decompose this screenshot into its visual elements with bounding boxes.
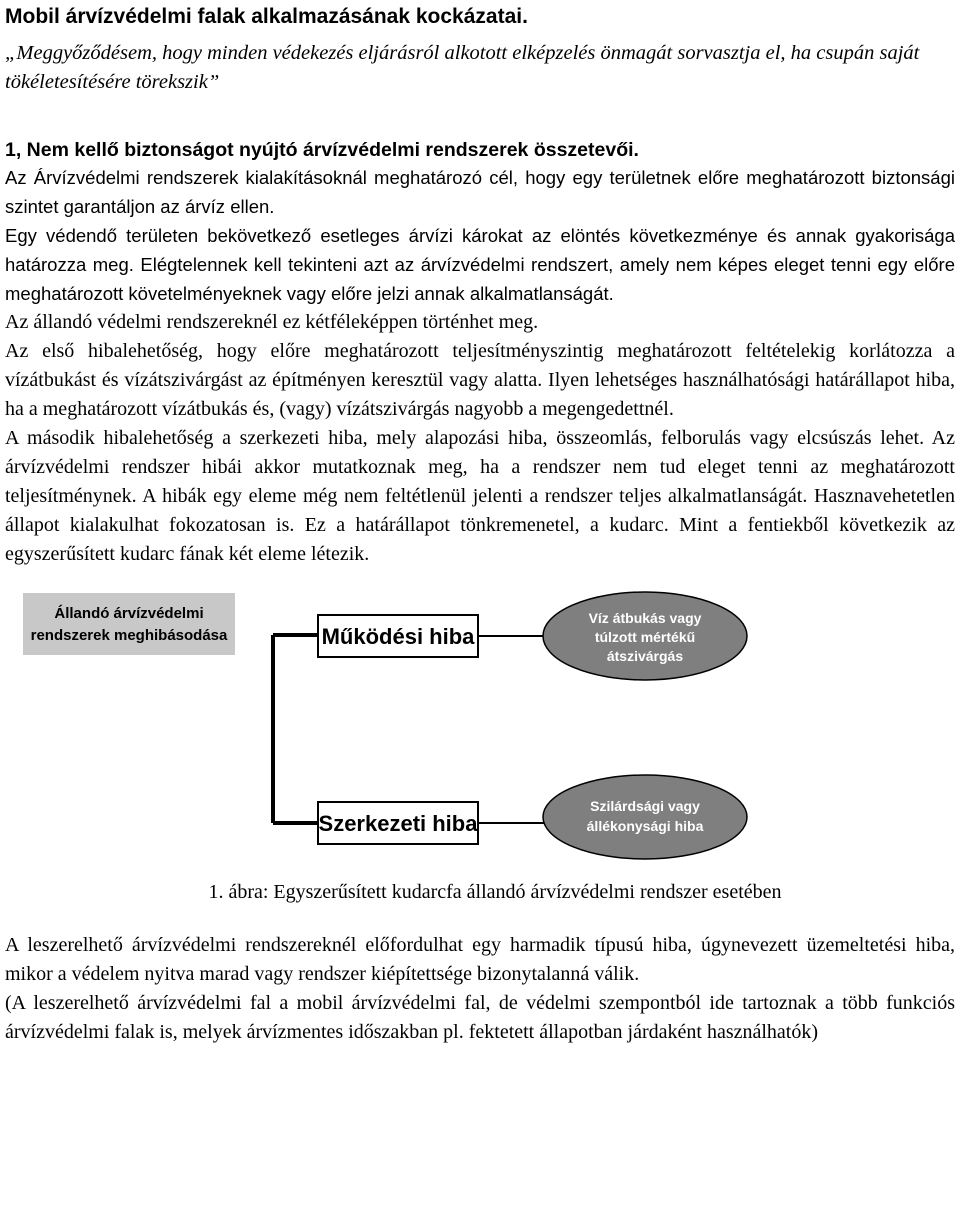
document-title: Mobil árvízvédelmi falak alkalmazásának kockázatai. xyxy=(5,5,528,28)
strength-stability-ellipse xyxy=(543,775,747,859)
root-node-line-1: Állandó árvízvédelmi xyxy=(54,605,204,622)
ellipse-top-line-1: Víz átbukás vagy xyxy=(588,610,702,626)
fault-tree-diagram xyxy=(5,585,955,865)
structural-failure-label: Szerkezeti hiba xyxy=(318,811,478,836)
paragraph-1: Az Árvízvédelmi rendszerek kialakításoknál meghatározó cél, hogy egy területnek előre meghatározott biztonsági szintet garantáljon az árvíz ellen. xyxy=(5,167,955,217)
ellipse-bottom-line-1: Szilárdsági vagy xyxy=(590,798,700,814)
ellipse-top-line-3: átszivárgás xyxy=(606,648,684,664)
root-node-box xyxy=(23,593,235,655)
document-page xyxy=(5,0,955,1047)
epigraph-quote: „Meggyőződésem, hogy minden védekezés eljárásról alkotott elképzelés önmagát sorvasztja el, ha csupán saját tökéletesítésére törekszik” xyxy=(5,42,920,93)
paragraph-3: Az állandó védelmi rendszereknél ez kétféleképpen történhet meg. xyxy=(5,311,539,333)
paragraph-5: A második hibalehetőség a szerkezeti hiba, mely alapozási hiba, összeomlás, felborulás vagy elcsúszás lehet. Az árvízvédelmi rendszer hibái akkor mutatkoznak meg, ha a rendszer nem tud eleget tenni az meghatározott teljesítménynek. A hibák egy eleme még nem feltétlenül jelenti a rendszer teljes alkalmatlanságát. Hasznavehetetlen állapot kialakulhat fokozatosan is. Ez a határállapot tönkremenetel, a kudarc. Mint a fentiekből következik az egyszerűsített kudarc fának két eleme létezik. xyxy=(5,427,955,565)
section-heading: 1, Nem kellő biztonságot nyújtó árvízvédelmi rendszerek összetevői. xyxy=(5,139,639,161)
paragraph-4: Az első hibalehetőség, hogy előre meghatározott teljesítményszintig meghatározott feltételekig korlátozza a vízátbukást és vízátszivárgást az építményen keresztül vagy alatta. Ilyen lehetséges használhatósági határállapot hiba, ha a meghatározott vízátbukás és, (vagy) vízátszivárgás nagyobb a megengedettnél. xyxy=(5,340,955,420)
operational-failure-label: Működési hiba xyxy=(321,624,475,649)
paragraph-7: (A leszerelhető árvízvédelmi fal a mobil árvízvédelmi fal, de védelmi szempontból ide tartoznak a több funkciós árvízvédelmi falak is, melyek árvízmentes időszakban pl. fektetett állapotban járdaként használhatók) xyxy=(5,992,955,1043)
ellipse-bottom-line-2: állékonysági hiba xyxy=(586,818,704,834)
paragraph-6: A leszerelhető árvízvédelmi rendszereknél előfordulhat egy harmadik típusú hiba, úgynevezett üzemeltetési hiba, mikor a védelem nyitva marad vagy rendszer kiépítettsége bizonytalanná válik. xyxy=(5,934,955,985)
ellipse-top-line-2: túlzott mértékű xyxy=(594,629,696,645)
lower-text xyxy=(5,931,955,1047)
fault-tree-figure xyxy=(5,585,955,865)
paragraph-2: Egy védendő területen bekövetkező esetleges árvízi károkat az elöntés következménye és annak gyakorisága határozza meg. Elégtelennek kell tekinteni azt az árvízvédelmi rendszert, amely nem képes eleget tenni egy előre meghatározott követelményeknek vagy előre jelzi annak alkalmatlanságát. xyxy=(5,225,955,304)
figure-caption: 1. ábra: Egyszerűsített kudarcfa állandó árvízvédelmi rendszer esetében xyxy=(208,881,782,903)
root-node-line-2: rendszerek meghibásodása xyxy=(30,627,228,644)
